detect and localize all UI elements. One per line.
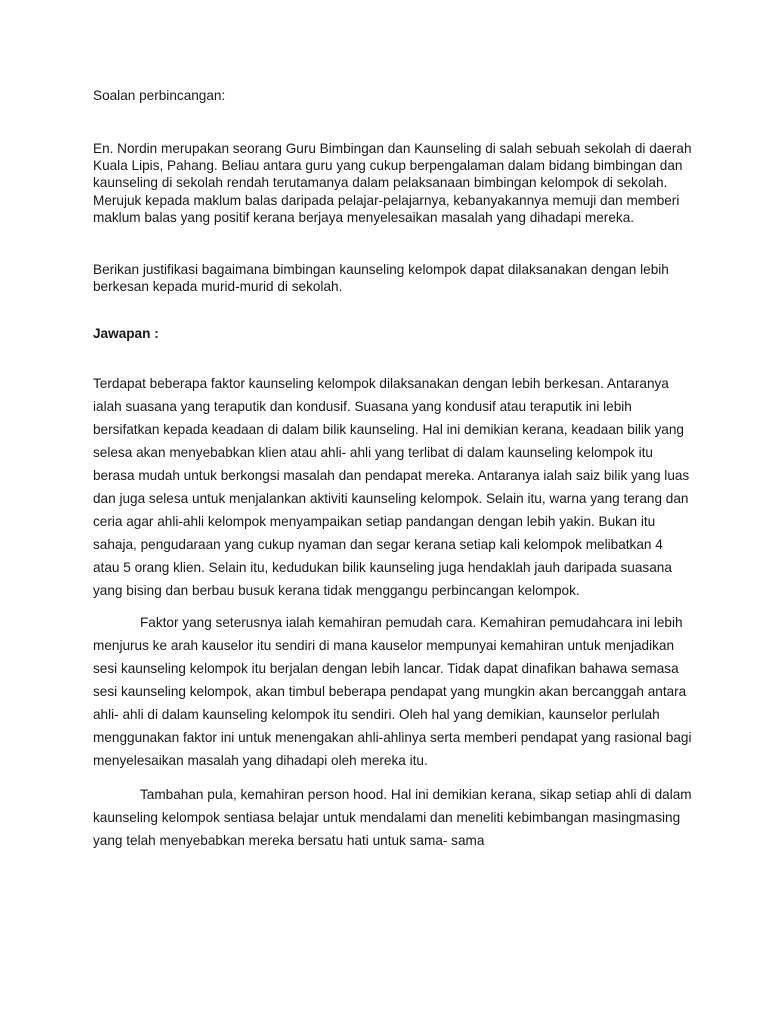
case-description-paragraph: En. Nordin merupakan seorang Guru Bimbingan dan Kaunseling di salah sebuah sekolah di daerah Kuala Lipis, Pahang. Beliau antara guru yang cukup berpengalaman dalam bidang bimbingan dan kaunseling di sekolah rendah terutamanya dalam pelaksanaan bimbingan kelompok di sekolah. Merujuk kepada maklum balas daripada pelajar-pelajarnya, kebanyakannya memuji dan memberi maklum balas yang positif kerana berjaya menyelesaikan masalah yang dihadapi mereka.	[93, 141, 692, 225]
answer-paragraph-2: Faktor yang seterusnya ialah kemahiran pemudah cara. Kemahiran pemudahcara ini lebih menjurus ke arah kauselor itu sendiri di mana kauselor mempunyai kemahiran untuk menjadikan sesi kaunseling kelompok itu berjalan dengan lebih lancar. Tidak dapat dinafikan bahawa semasa sesi kaunseling kelompok, akan timbul beberapa pendapat yang mungkin akan bercanggah antara ahli- ahli di dalam kaunseling kelompok itu sendiri. Oleh hal yang demikian, kaunselor perlulah menggunakan faktor ini untuk menengakan ahli-ahlinya serta memberi pendapat yang rasional bagi menyelesaikan masalah yang dihadapi oleh mereka itu.	[93, 615, 692, 768]
document-body	[93, 87, 693, 853]
answer-paragraph-1: Terdapat beberapa faktor kaunseling kelompok dilaksanakan dengan lebih berkesan. Antaranya ialah suasana yang teraputik dan kondusif. Suasana yang kondusif atau teraputik ini lebih bersifatkan kepada keadaan di dalam bilik kaunseling. Hal ini demikian kerana, keadaan bilik yang selesa akan menyebabkan klien atau ahli- ahli yang terlibat di dalam kaunseling kelompok itu berasa mudah untuk berkongsi masalah dan pendapat mereka. Antaranya ialah saiz bilik yang luas dan juga selesa untuk menjalankan aktiviti kaunseling kelompok. Selain itu, warna yang terang dan ceria agar ahli-ahli kelompok menyampaikan setiap pandangan dengan lebih yakin. Bukan itu sahaja, pengudaraan yang cukup nyaman dan segar kerana setiap kali kelompok melibatkan 4 atau 5 orang klien. Selain itu, kedudukan bilik kaunseling juga hendaklah jauh daripada suasana yang bising dan berbau busuk kerana tidak menggangu perbincangan kelompok.	[93, 376, 690, 598]
discussion-question-heading: Soalan perbincangan:	[93, 88, 226, 103]
question-paragraph: Berikan justifikasi bagaimana bimbingan kaunseling kelompok dapat dilaksanakan dengan lebih berkesan kepada murid-murid di sekolah.	[93, 262, 669, 295]
answer-paragraph-3: Tambahan pula, kemahiran person hood. Hal ini demikian kerana, sikap setiap ahli di dalam kaunseling kelompok sentiasa belajar untuk mendalami dan meneliti kebimbangan masingmasing yang telah menyebabkan mereka bersatu hati untuk sama- sama	[93, 786, 692, 848]
answer-heading: Jawapan :	[93, 326, 159, 342]
